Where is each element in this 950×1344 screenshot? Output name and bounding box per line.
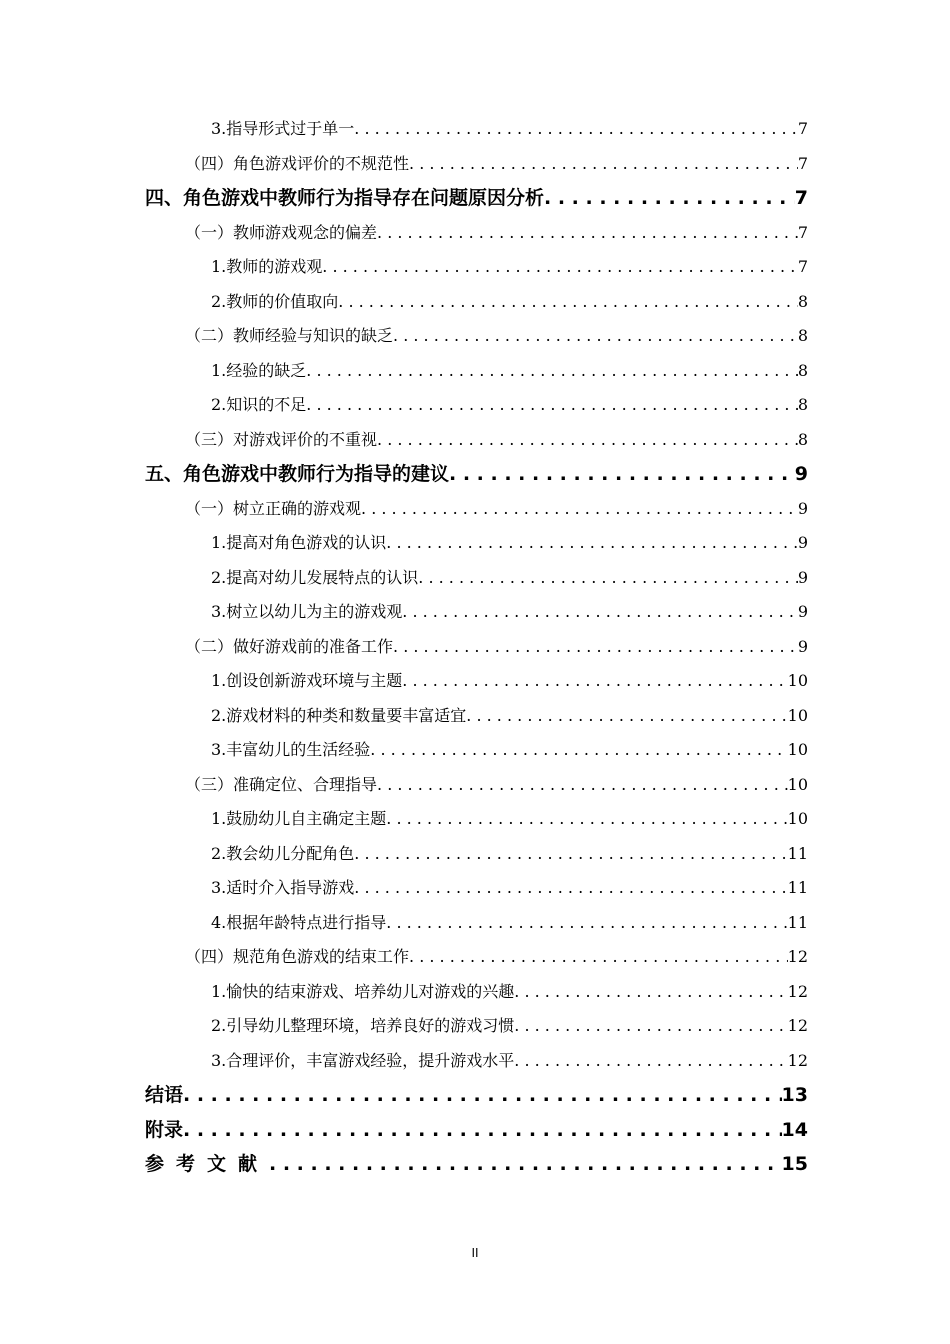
toc-entry[interactable]: [145, 871, 808, 906]
toc-leader-dots: [338, 285, 798, 320]
toc-leader-dots: [386, 906, 787, 941]
toc-entry-title: 3.丰富幼儿的生活经验: [211, 740, 371, 759]
toc-entry-page: 9: [794, 463, 808, 485]
toc-entry[interactable]: [145, 354, 808, 389]
toc-leader-dots: [306, 388, 798, 423]
toc-leader-dots: [377, 216, 798, 251]
toc-leader-dots: [466, 699, 787, 734]
toc-leader-dots: [393, 319, 798, 354]
toc-entry-page: 9: [797, 533, 808, 552]
toc-leader-dots: [449, 457, 795, 492]
toc-entry[interactable]: [145, 112, 808, 147]
toc-leader-dots: [354, 837, 787, 872]
toc-entry-page: 7: [794, 187, 808, 209]
toc-entry-title: 2.提高对幼儿发展特点的认识: [211, 567, 419, 587]
toc-entry-title: （一）树立正确的游戏观: [185, 498, 362, 518]
toc-entry[interactable]: [145, 1147, 808, 1182]
toc-entry-title: 1.教师的游戏观: [211, 257, 323, 276]
toc-entry-page: 11: [787, 912, 808, 932]
toc-leader-dots: [386, 526, 798, 561]
toc-leader-dots: [322, 250, 798, 285]
toc-entry-page: 13: [781, 1084, 808, 1106]
toc-entry-title: 2.引导幼儿整理环境，培养良好的游戏习惯: [211, 1016, 515, 1035]
toc-entry[interactable]: [145, 595, 808, 630]
toc-leader-dots: [183, 1113, 782, 1148]
toc-entry[interactable]: [145, 733, 808, 768]
toc-leader-dots: [393, 630, 798, 665]
toc-entry[interactable]: [145, 285, 808, 320]
toc-entry-page: 9: [797, 636, 808, 656]
toc-entry[interactable]: [145, 216, 808, 251]
toc-entry-title: 1.创设创新游戏环境与主题: [211, 671, 403, 690]
toc-entry-page: 12: [787, 1016, 808, 1035]
toc-entry[interactable]: [145, 526, 808, 561]
toc-entry-title: （二）做好游戏前的准备工作: [185, 636, 394, 656]
toc-entry[interactable]: [145, 664, 808, 699]
toc-entry-title: 五、角色游戏中教师行为指导的建议: [145, 463, 450, 485]
toc-entry-page: 10: [787, 740, 808, 759]
toc-entry-title: 1.鼓励幼儿自主确定主题: [211, 809, 387, 828]
toc-entry[interactable]: [145, 699, 808, 734]
toc-entry-title: 2.教师的价值取向: [211, 291, 339, 311]
toc-entry-page: 8: [797, 291, 808, 311]
toc-entry-title: 3.树立以幼儿为主的游戏观: [211, 602, 403, 621]
toc-leader-dots: [377, 423, 798, 458]
toc-entry[interactable]: [145, 319, 808, 354]
toc-entry-page: 8: [797, 429, 808, 449]
toc-leader-dots: [306, 354, 798, 389]
toc-entry-title: 结语: [145, 1084, 184, 1106]
toc-entry[interactable]: [145, 1009, 808, 1044]
toc-entry[interactable]: [145, 802, 808, 837]
toc-entry[interactable]: [145, 181, 808, 216]
toc-entry-page: 12: [787, 981, 808, 1001]
toc-leader-dots: [269, 1147, 782, 1182]
toc-leader-dots: [418, 561, 798, 596]
toc-entry-page: 7: [797, 153, 808, 173]
table-of-contents: [145, 112, 808, 1182]
toc-leader-dots: [361, 492, 798, 527]
toc-entry-title: 4.根据年龄特点进行指导: [211, 912, 387, 932]
toc-entry-title: 附录: [145, 1118, 184, 1141]
toc-entry-page: 9: [797, 602, 808, 621]
toc-entry-page: 10: [787, 809, 808, 828]
toc-leader-dots: [514, 1009, 787, 1044]
toc-entry-title: 1.经验的缺乏: [211, 360, 307, 380]
toc-entry-title: （二）教师经验与知识的缺乏: [185, 326, 394, 345]
toc-entry-page: 10: [787, 774, 808, 794]
toc-leader-dots: [354, 112, 798, 147]
toc-entry-page: 9: [797, 567, 808, 587]
toc-entry-page: 11: [787, 878, 808, 897]
toc-entry[interactable]: [145, 1113, 808, 1148]
toc-entry-title: （三）对游戏评价的不重视: [185, 429, 378, 449]
toc-entry-page: 15: [781, 1153, 808, 1175]
toc-entry-page: 8: [797, 326, 808, 345]
toc-entry[interactable]: [145, 975, 808, 1010]
toc-entry-title: 2.知识的不足: [211, 395, 307, 414]
toc-leader-dots: [544, 181, 795, 216]
toc-entry-title: 2.游戏材料的种类和数量要丰富适宜: [211, 705, 467, 725]
toc-entry[interactable]: [145, 837, 808, 872]
toc-entry[interactable]: [145, 423, 808, 458]
toc-entry[interactable]: [145, 250, 808, 285]
toc-entry-page: 7: [797, 257, 808, 276]
toc-entry-title: 3.合理评价，丰富游戏经验，提升游戏水平: [211, 1050, 515, 1070]
toc-leader-dots: [409, 147, 798, 182]
toc-entry-page: 7: [797, 119, 808, 138]
toc-entry-title: 参考文献: [145, 1153, 270, 1175]
toc-entry[interactable]: [145, 768, 808, 803]
toc-leader-dots: [409, 940, 788, 975]
toc-leader-dots: [386, 802, 787, 837]
toc-entry[interactable]: [145, 1078, 808, 1113]
toc-entry[interactable]: [145, 457, 808, 492]
toc-leader-dots: [183, 1078, 782, 1113]
toc-entry-title: 3.适时介入指导游戏: [211, 878, 355, 897]
toc-entry-title: （四）规范角色游戏的结束工作: [185, 947, 410, 966]
toc-entry[interactable]: [145, 906, 808, 941]
toc-entry-title: （一）教师游戏观念的偏差: [185, 222, 378, 242]
toc-entry-page: 12: [787, 947, 808, 966]
toc-leader-dots: [370, 733, 787, 768]
toc-entry-page: 7: [797, 222, 808, 242]
toc-entry[interactable]: [145, 147, 808, 182]
toc-entry-page: 9: [797, 498, 808, 518]
toc-entry-title: 1.愉快的结束游戏、培养幼儿对游戏的兴趣: [211, 981, 515, 1001]
toc-entry-page: 10: [787, 705, 808, 725]
toc-entry-title: 四、角色游戏中教师行为指导存在问题原因分析: [145, 187, 545, 209]
toc-entry[interactable]: [145, 388, 808, 423]
toc-entry-page: 11: [787, 843, 808, 863]
toc-entry-title: 3.指导形式过于单一: [211, 119, 355, 138]
toc-leader-dots: [354, 871, 787, 906]
toc-entry-title: （四）角色游戏评价的不规范性: [185, 153, 410, 173]
toc-leader-dots: [402, 664, 787, 699]
toc-entry-page: 12: [787, 1050, 808, 1070]
toc-leader-dots: [377, 768, 788, 803]
page-number: II: [471, 1246, 479, 1260]
toc-entry[interactable]: [145, 630, 808, 665]
toc-entry-title: 1.提高对角色游戏的认识: [211, 533, 387, 552]
toc-entry-page: 8: [797, 360, 808, 380]
toc-entry-title: 2.教会幼儿分配角色: [211, 843, 355, 863]
toc-leader-dots: [402, 595, 798, 630]
toc-entry[interactable]: [145, 940, 808, 975]
toc-entry-page: 8: [797, 395, 808, 414]
toc-entry-title: （三）准确定位、合理指导: [185, 774, 378, 794]
toc-entry[interactable]: [145, 492, 808, 527]
toc-leader-dots: [514, 1044, 787, 1079]
toc-entry[interactable]: [145, 561, 808, 596]
toc-leader-dots: [514, 975, 787, 1010]
toc-entry-page: 14: [781, 1118, 808, 1141]
toc-entry[interactable]: [145, 1044, 808, 1079]
toc-entry-page: 10: [787, 671, 808, 690]
